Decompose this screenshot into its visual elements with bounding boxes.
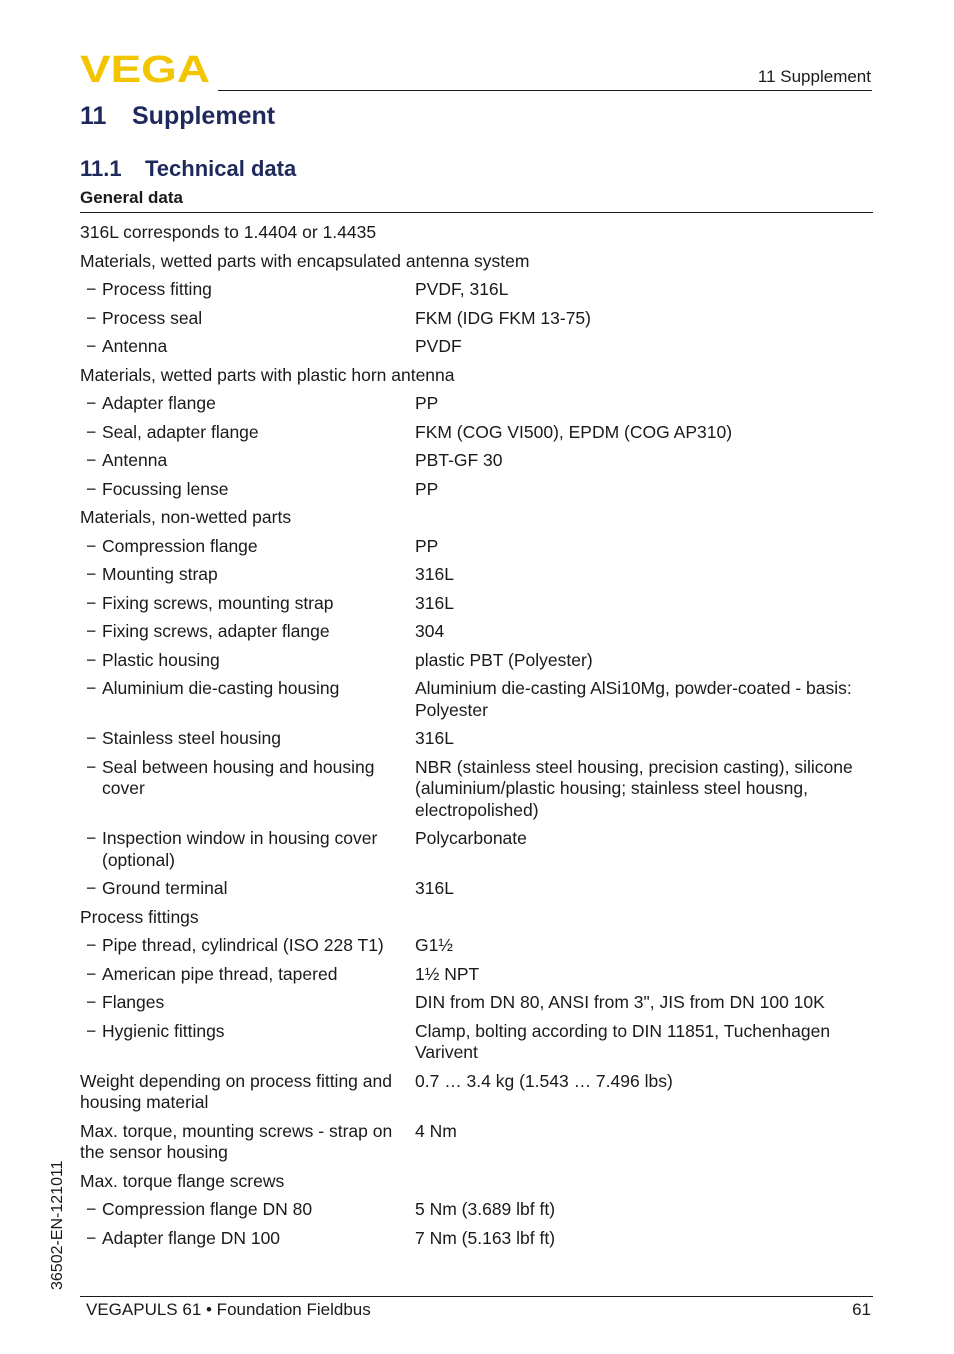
- row-label: Materials, wetted parts with encapsulated antenna system: [80, 250, 530, 271]
- table-row: [80, 479, 873, 501]
- row-value: FKM (IDG FKM 13-75): [415, 307, 591, 328]
- row-value: PVDF: [415, 336, 462, 356]
- row-value: 316L: [415, 878, 454, 898]
- row-value: plastic PBT (Polyester): [415, 649, 593, 670]
- row-value: PP: [415, 478, 439, 499]
- row-value: Polycarbonate: [415, 828, 527, 848]
- row-value: Aluminium die-casting AlSi10Mg, powder-coated - basis: Polyester: [415, 678, 852, 720]
- table-row: [80, 878, 873, 900]
- chapter-heading: [80, 102, 275, 131]
- row-value: 5 Nm (3.689 lbf ft): [415, 1199, 556, 1219]
- row-value: NBR (stainless steel housing, precision casting), silicone (aluminium/plastic housing; stainless steel housng, electropolished): [415, 756, 853, 820]
- table-row: [80, 393, 873, 415]
- section-number: 11.1: [80, 156, 122, 181]
- row-label: − Antenna: [80, 336, 415, 358]
- row-label: − Focussing lense: [80, 479, 415, 501]
- subsection-title: General data: [80, 188, 183, 207]
- table-row: [80, 507, 873, 529]
- table-row: [80, 650, 873, 672]
- row-label: − American pipe thread, tapered: [80, 964, 415, 986]
- row-label: Process fittings: [80, 906, 199, 927]
- row-label: Materials, non-wetted parts: [80, 507, 292, 527]
- row-label: Weight depending on process fitting and housing material: [80, 1070, 392, 1112]
- row-label: − Flanges: [80, 992, 415, 1014]
- row-label: − Seal, adapter flange: [80, 422, 415, 444]
- row-value: 316L: [415, 592, 454, 613]
- table-row: [80, 450, 873, 472]
- table-row: [80, 564, 873, 586]
- page-number: 61: [852, 1300, 871, 1319]
- table-row: [80, 251, 873, 273]
- row-value: PBT-GF 30: [415, 450, 503, 470]
- row-value: Clamp, bolting according to DIN 11851, Tuchenhagen Varivent: [415, 1020, 831, 1062]
- table-row: [80, 1171, 873, 1193]
- table-row: [80, 757, 873, 822]
- table-row: [80, 728, 873, 750]
- header-rule: [218, 90, 872, 91]
- table-row: [80, 336, 873, 358]
- row-label: − Stainless steel housing: [80, 728, 415, 750]
- table-row: [80, 1121, 873, 1164]
- table-row: [80, 907, 873, 929]
- row-value: DIN from DN 80, ANSI from 3", JIS from DN 100 10K: [415, 992, 825, 1012]
- row-value: 4 Nm: [415, 1120, 457, 1141]
- row-value: FKM (COG VI500), EPDM (COG AP310): [415, 421, 733, 442]
- row-label: − Adapter flange DN 100: [80, 1228, 415, 1250]
- table-row: [80, 365, 873, 387]
- row-label: − Process seal: [80, 308, 415, 330]
- table-row: [80, 992, 873, 1014]
- row-value: 304: [415, 621, 445, 641]
- row-label: − Pipe thread, cylindrical (ISO 228 T1): [80, 935, 415, 957]
- table-row: [80, 1199, 873, 1221]
- table-row: [80, 935, 873, 957]
- row-label: − Hygienic fittings: [80, 1021, 415, 1043]
- table-row: [80, 621, 873, 643]
- svg-text:VEGA: VEGA: [80, 52, 210, 84]
- subsection-rule: [80, 212, 873, 213]
- row-label: − Process fitting: [80, 279, 415, 301]
- row-label: − Adapter flange: [80, 393, 415, 415]
- row-label: − Mounting strap: [80, 564, 415, 586]
- row-label: Materials, wetted parts with plastic horn antenna: [80, 364, 455, 385]
- table-row: [80, 1021, 873, 1064]
- chapter-title: Supplement: [132, 102, 276, 130]
- section-heading: [80, 156, 296, 182]
- row-value: G1½: [415, 935, 453, 955]
- document-code: 36502-EN-121011: [49, 1160, 66, 1290]
- row-label: − Aluminium die-casting housing: [80, 678, 415, 700]
- table-row: [80, 222, 873, 244]
- row-label: − Fixing screws, mounting strap: [80, 593, 415, 615]
- row-value: 316L: [415, 564, 454, 584]
- row-label: − Ground terminal: [80, 878, 415, 900]
- footer-product: VEGAPULS 61 • Foundation Fieldbus: [86, 1300, 371, 1319]
- technical-data-table: [80, 215, 873, 1249]
- footer-rule: [80, 1296, 873, 1297]
- table-row: [80, 279, 873, 301]
- row-value: PP: [415, 393, 439, 413]
- row-label: − Inspection window in housing cover (optional): [80, 828, 415, 871]
- row-label: − Antenna: [80, 450, 415, 472]
- row-value: 0.7 … 3.4 kg (1.543 … 7.496 lbs): [415, 1070, 673, 1091]
- table-row: [80, 536, 873, 558]
- section-title: Technical data: [145, 156, 297, 181]
- chapter-number: 11: [80, 102, 107, 130]
- table-row: [80, 422, 873, 444]
- row-label: − Compression flange DN 80: [80, 1199, 415, 1221]
- row-label: 316L corresponds to 1.4404 or 1.4435: [80, 222, 377, 242]
- vega-logo: [80, 52, 212, 84]
- table-row: [80, 1228, 873, 1250]
- header-section-label: 11 Supplement: [757, 67, 871, 86]
- table-row: [80, 828, 873, 871]
- row-label: Max. torque flange screws: [80, 1170, 285, 1191]
- row-value: 1½ NPT: [415, 963, 480, 984]
- row-value: PVDF, 316L: [415, 279, 509, 299]
- table-row: [80, 1071, 873, 1114]
- row-label: Max. torque, mounting screws - strap on the sensor housing: [80, 1120, 393, 1162]
- table-row: [80, 964, 873, 986]
- row-value: 7 Nm (5.163 lbf ft): [415, 1227, 556, 1248]
- table-row: [80, 308, 873, 330]
- row-label: − Compression flange: [80, 536, 415, 558]
- row-value: 316L: [415, 728, 454, 748]
- table-row: [80, 593, 873, 615]
- row-value: PP: [415, 535, 439, 556]
- row-label: − Fixing screws, adapter flange: [80, 621, 415, 643]
- row-label: − Plastic housing: [80, 650, 415, 672]
- row-label: − Seal between housing and housing cover: [80, 757, 415, 800]
- table-row: [80, 678, 873, 721]
